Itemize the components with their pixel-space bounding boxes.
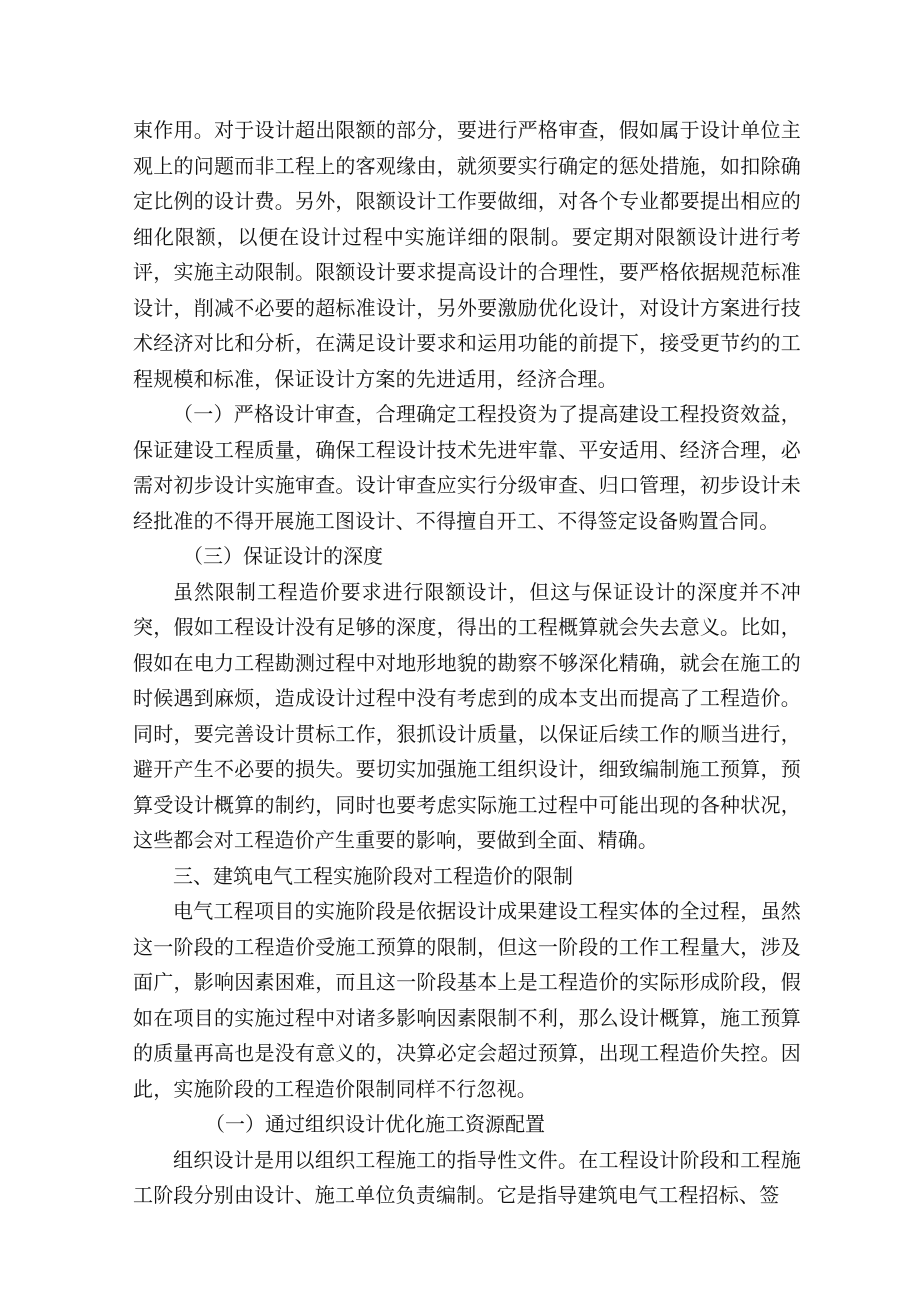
- heading-design-depth: （三）保证设计的深度: [183, 544, 383, 568]
- heading-implementation-stage: 三、建筑电气工程实施阶段对工程造价的限制: [173, 863, 573, 888]
- paragraph-strict-design-review: （一）严格设计审查，合理确定工程投资为了提高建设工程投资效益，保证建设工程质量，确保工程设计技术先进牢靠、平安适用、经济合理，必需对初步设计实施审查。设计审查应实行分级审查、归口管理，初步设计未经批准的不得开展施工图设计、不得擅自开工、不得签定设备购置合同。: [133, 402, 801, 533]
- paragraph-design-limit-continuation: 束作用。对于设计超出限额的部分，要进行严格审查，假如属于设计单位主观上的问题而非工程上的客观缘由，就须要实行确定的惩处措施，如扣除确定比例的设计费。另外，限额设计工作要做细，对各个专业都要提出相应的细化限额，以便在设计过程中实施详细的限制。要定期对限额设计进行考评，实施主动限制。限额设计要求提高设计的合理性，要严格依据规范标准设计，削减不必要的超标准设计，另外要激励优化设计，对设计方案进行技术经济对比和分析，在满足设计要求和运用功能的前提下，接受更节约的工程规模和标准，保证设计方案的先进适用，经济合理。: [133, 118, 801, 391]
- paragraph-organization-design: 组织设计是用以组织工程施工的指导性文件。在工程设计阶段和工程施工阶段分别由设计、施工单位负责编制。它是指导建筑电气工程招标、签: [133, 1147, 801, 1207]
- paragraph-design-depth: 虽然限制工程造价要求进行限额设计，但这与保证设计的深度并不冲突，假如工程设计没有足够的深度，得出的工程概算就会失去意义。比如，假如在电力工程勘测过程中对地形地貌的勘察不够深化精确，就会在施工的时候遇到麻烦，造成设计过程中没有考虑到的成本支出而提高了工程造价。同时，要完善设计贯标工作，狠抓设计质量，以保证后续工作的顺当进行，避开产生不必要的损失。要切实加强施工组织设计，细致编制施工预算，预算受设计概算的制约，同时也要考虑实际施工过程中可能出现的各种状况，这些都会对工程造价产生重要的影响，要做到全面、精确。: [133, 579, 801, 852]
- document-body: [133, 113, 801, 1214]
- paragraph-implementation-stage: 电气工程项目的实施阶段是依据设计成果建设工程实体的全过程，虽然这一阶段的工程造价受施工预算的限制，但这一阶段的工作工程量大，涉及面广，影响因素困难，而且这一阶段基本上是工程造价的实际形成阶段，假如在项目的实施过程中对诸多影响因素限制不利，那么设计概算，施工预算的质量再高也是没有意义的，决算必定会超过预算，出现工程造价失控。因此，实施阶段的工程造价限制同样不行忽视。: [133, 899, 801, 1101]
- heading-construction-resource-optimization: （一）通过组织设计优化施工资源配置: [205, 1112, 545, 1136]
